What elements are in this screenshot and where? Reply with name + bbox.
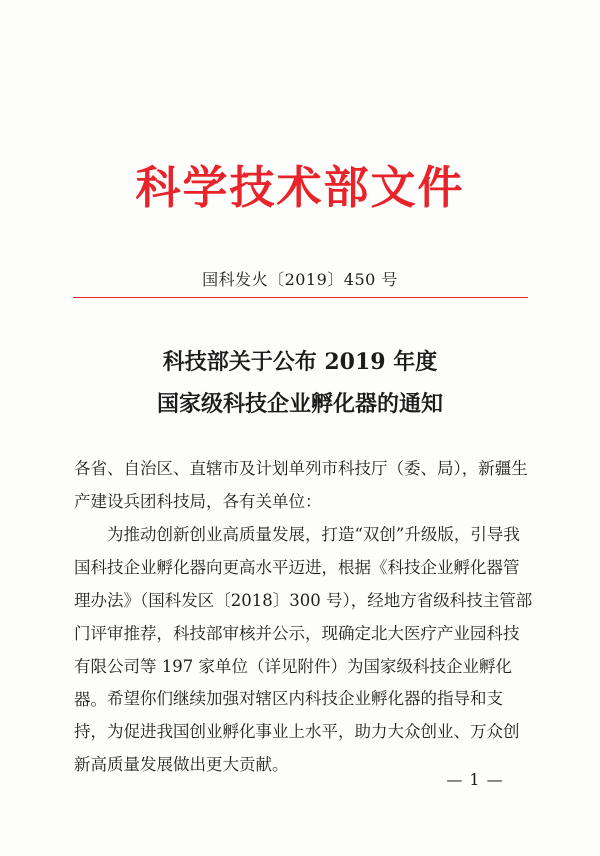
page-number: — 1 — (446, 770, 504, 789)
notice-title-line1: 科技部关于公布 2019 年度 (162, 349, 438, 375)
notice-title-line2: 国家级科技企业孵化器的通知 (156, 391, 443, 417)
document-number: 国科发火〔2019〕450 号 (202, 270, 398, 289)
addressees-paragraph: 各省、自治区、直辖市及计划单列市科技厅（委、局），新疆生产建设兵团科技局，各有关单位： (74, 459, 528, 511)
closing-paragraph: 希望你们继续加强对辖区内科技企业孵化器的指导和支持，为促进我国创业孵化事业上水平，助力大众创业、万众创新高质量发展做出更大贡献。 (74, 689, 520, 774)
red-divider-line (73, 297, 528, 298)
issuer-header-title: 科学技术部文件 (135, 161, 465, 214)
main-paragraph: 为推动创新创业高质量发展，打造“双创”升级版，引导我国科技企业孵化器向更高水平迈进，根据《科技企业孵化器管理办法》（国科发区〔2018〕300 号），经地方省级科技主管部门评审推荐，科技部审核并公示，现确定北大医疗产业园科技有限公司等 197 家单位（详见附件）为国家级科技企业孵化器。 (74, 525, 533, 709)
